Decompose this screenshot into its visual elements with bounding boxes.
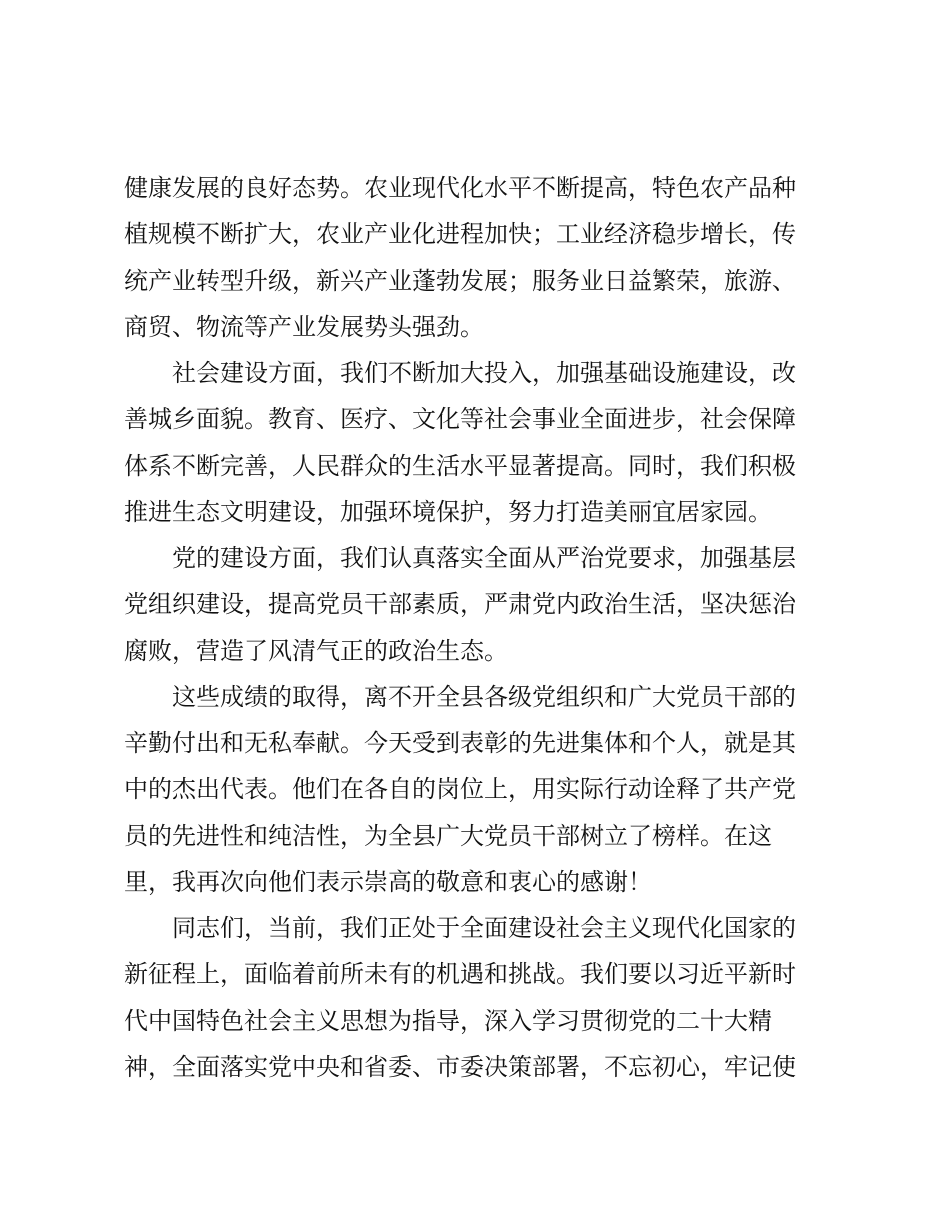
paragraph-first-line: 同志们，当前，我们正处于全面建设社会主义现代化国家的 xyxy=(172,914,796,942)
text-line: 推进生态文明建设，加强环境保护，努力打造美丽宜居家园。 xyxy=(124,497,772,526)
paragraph-first-line: 这些成绩的取得，离不开全县各级党组织和广大党员干部的 xyxy=(172,682,796,711)
paragraph-first-line: 党的建设方面，我们认真落实全面从严治党要求，加强基层 xyxy=(172,544,796,572)
text-line: 植规模不断扩大，农业产业化进程加快；工业经济稳步增长，传 xyxy=(124,220,796,249)
text-line: 员的先进性和纯洁性，为全县广大党员干部树立了榜样。在这 xyxy=(124,821,772,850)
text-line: 神，全面落实党中央和省委、市委决策部署，不忘初心，牢记使 xyxy=(124,1052,796,1081)
paragraph-first-line: 社会建设方面，我们不断加大投入，加强基础设施建设，改 xyxy=(172,359,796,387)
document-body xyxy=(124,165,824,1090)
text-line: 腐败，营造了风清气正的政治生态。 xyxy=(124,636,508,665)
text-line: 新征程上，面临着前所未有的机遇和挑战。我们要以习近平新时 xyxy=(124,960,796,989)
text-line: 善城乡面貌。教育、医疗、文化等社会事业全面进步，社会保障 xyxy=(124,405,796,434)
text-line: 代中国特色社会主义思想为指导，深入学习贯彻党的二十大精 xyxy=(124,1006,772,1035)
text-line: 体系不断完善，人民群众的生活水平显著提高。同时，我们积极 xyxy=(124,451,796,480)
text-line: 商贸、物流等产业发展势头强劲。 xyxy=(124,312,484,341)
text-line: 健康发展的良好态势。农业现代化水平不断提高，特色农产品种 xyxy=(124,174,796,202)
text-line: 党组织建设，提高党员干部素质，严肃党内政治生活，坚决惩治 xyxy=(124,590,796,619)
text-line: 中的杰出代表。他们在各自的岗位上，用实际行动诠释了共产党 xyxy=(124,775,796,804)
text-line: 辛勤付出和无私奉献。今天受到表彰的先进集体和个人，就是其 xyxy=(124,729,796,757)
text-line: 统产业转型升级，新兴产业蓬勃发展；服务业日益繁荣，旅游、 xyxy=(124,266,796,295)
text-line: 里，我再次向他们表示崇高的敬意和衷心的感谢！ xyxy=(124,867,652,896)
